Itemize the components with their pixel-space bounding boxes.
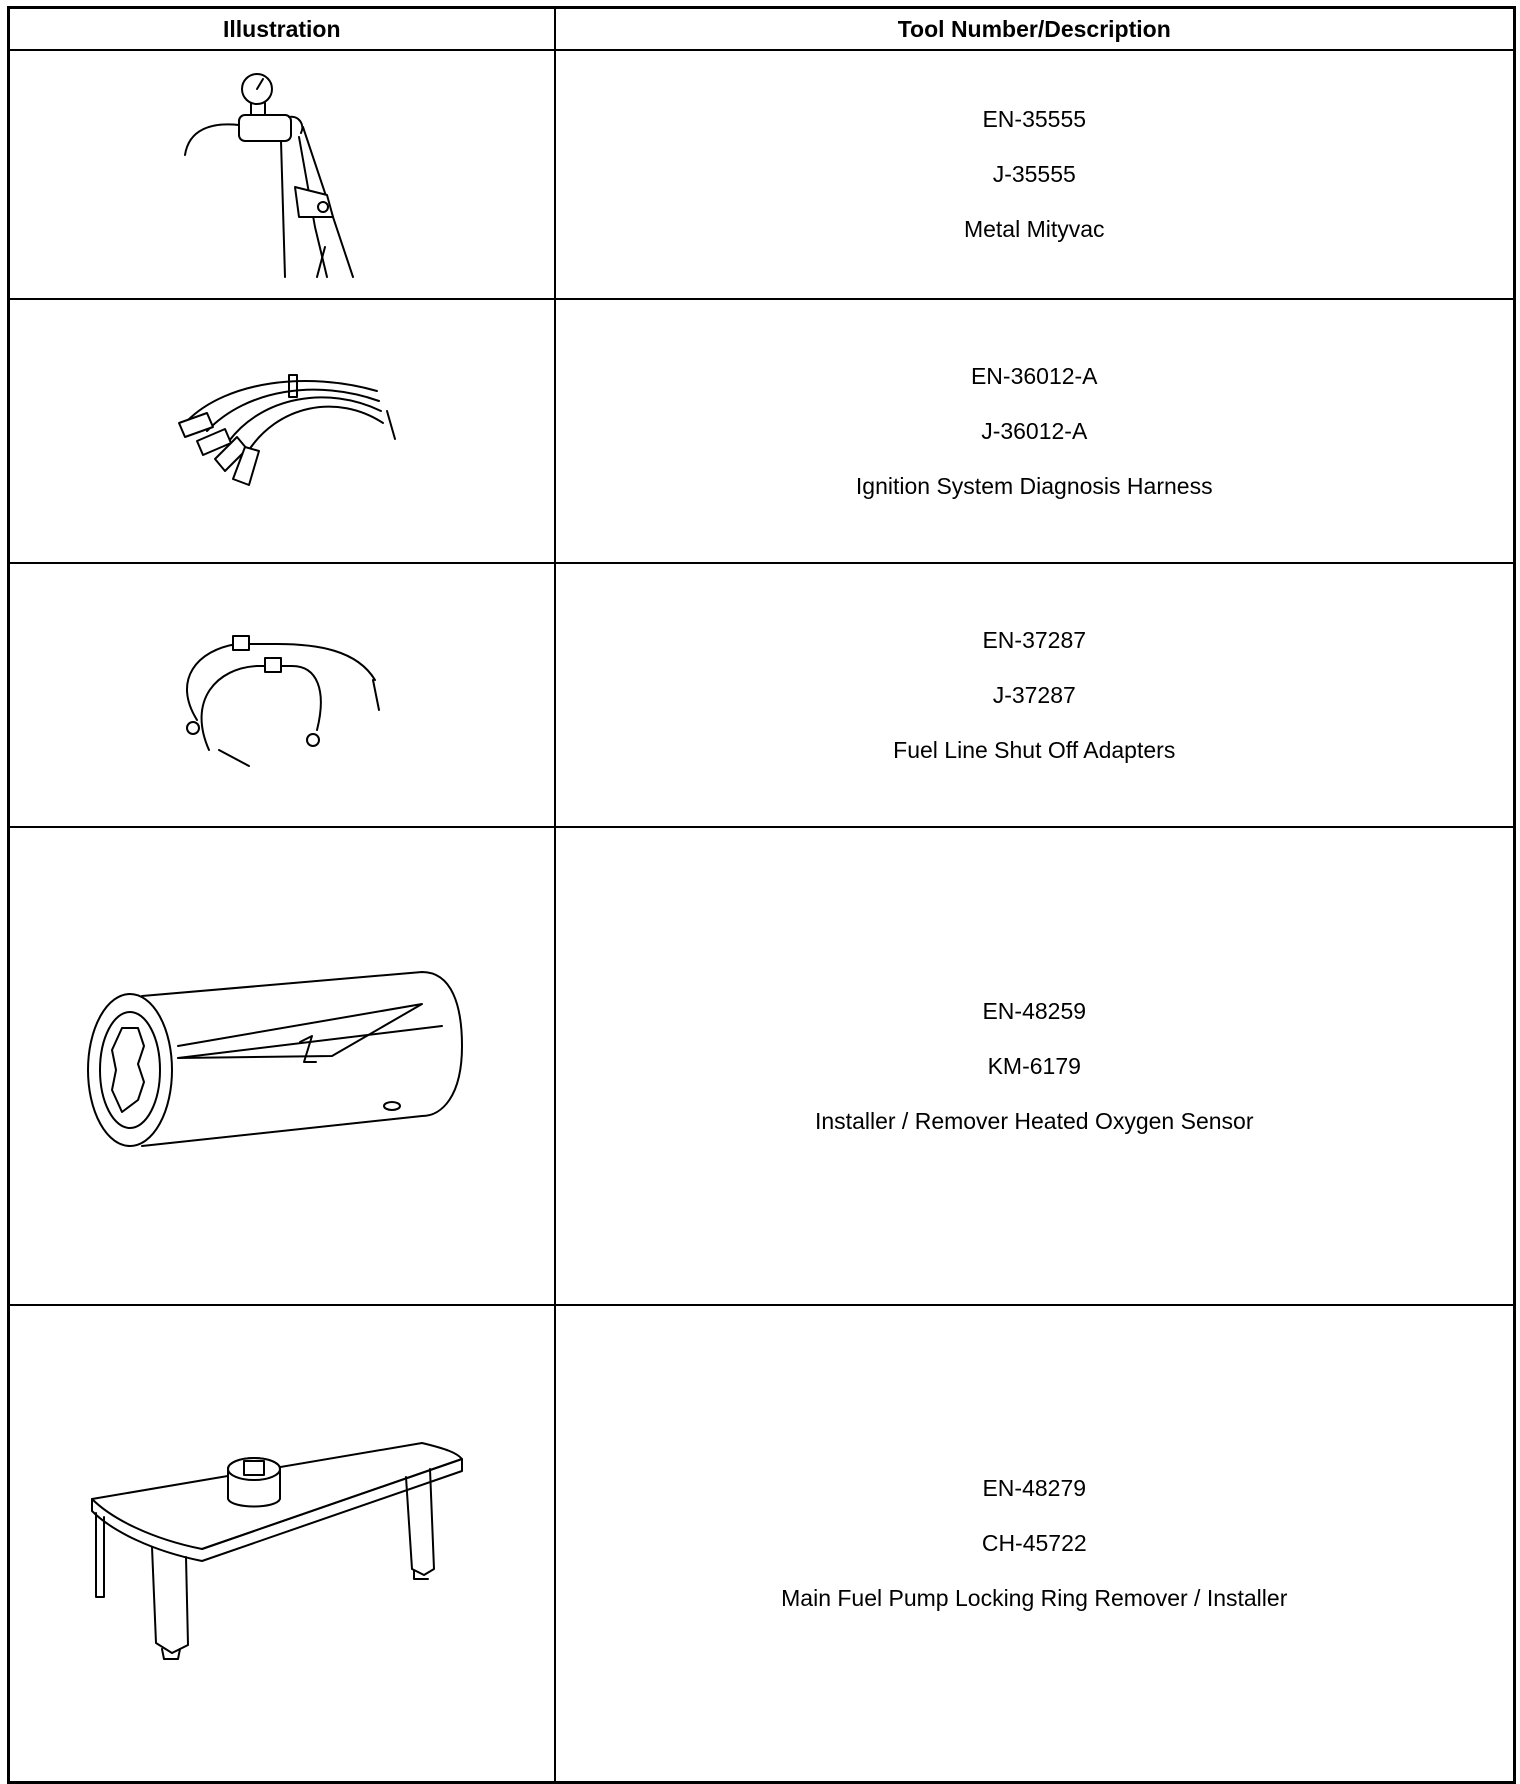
illustration-cell <box>9 827 555 1305</box>
tool-description: Metal Mityvac <box>963 216 1105 242</box>
description-cell <box>555 1305 1515 1783</box>
tool-number-en: EN-36012-A <box>970 362 1098 389</box>
table-row <box>9 50 1515 299</box>
description-cell <box>555 563 1515 827</box>
table-header-row <box>9 8 1515 51</box>
table-row <box>9 1305 1515 1783</box>
table-row <box>9 563 1515 827</box>
oxygen-sensor-socket-icon <box>82 966 482 1166</box>
illustration-cell <box>9 563 555 827</box>
tool-number-alt: KM-6179 <box>987 1052 1081 1079</box>
description-cell <box>555 827 1515 1305</box>
locking-ring-tool-icon <box>82 1419 482 1669</box>
special-tools-table <box>7 6 1516 1784</box>
tool-description: Installer / Remover Heated Oxygen Sensor <box>815 1107 1254 1134</box>
tool-number-alt: J-35555 <box>992 161 1076 187</box>
description-cell <box>555 50 1515 299</box>
tool-description: Fuel Line Shut Off Adapters <box>893 736 1176 763</box>
tool-number-en: EN-35555 <box>982 106 1087 132</box>
tool-description: Main Fuel Pump Locking Ring Remover / Installer <box>781 1585 1288 1611</box>
table-row <box>9 827 1515 1305</box>
vacuum-pump-gauge-icon <box>177 67 387 282</box>
tool-number-alt: J-37287 <box>992 681 1076 708</box>
tool-number-alt: J-36012-A <box>981 417 1088 444</box>
tool-description: Ignition System Diagnosis Harness <box>855 472 1213 499</box>
column-header-illustration: Illustration <box>9 8 555 51</box>
ignition-harness-icon <box>167 361 397 501</box>
illustration-cell <box>9 1305 555 1783</box>
table-row <box>9 299 1515 563</box>
illustration-cell <box>9 299 555 563</box>
tool-number-en: EN-48259 <box>982 997 1087 1024</box>
fuel-line-adapters-icon <box>167 620 397 770</box>
illustration-cell <box>9 50 555 299</box>
tool-number-en: EN-37287 <box>982 626 1087 653</box>
tool-number-alt: CH-45722 <box>981 1530 1087 1556</box>
description-cell <box>555 299 1515 563</box>
tool-number-en: EN-48279 <box>982 1475 1087 1501</box>
column-header-tool: Tool Number/Description <box>555 8 1515 51</box>
